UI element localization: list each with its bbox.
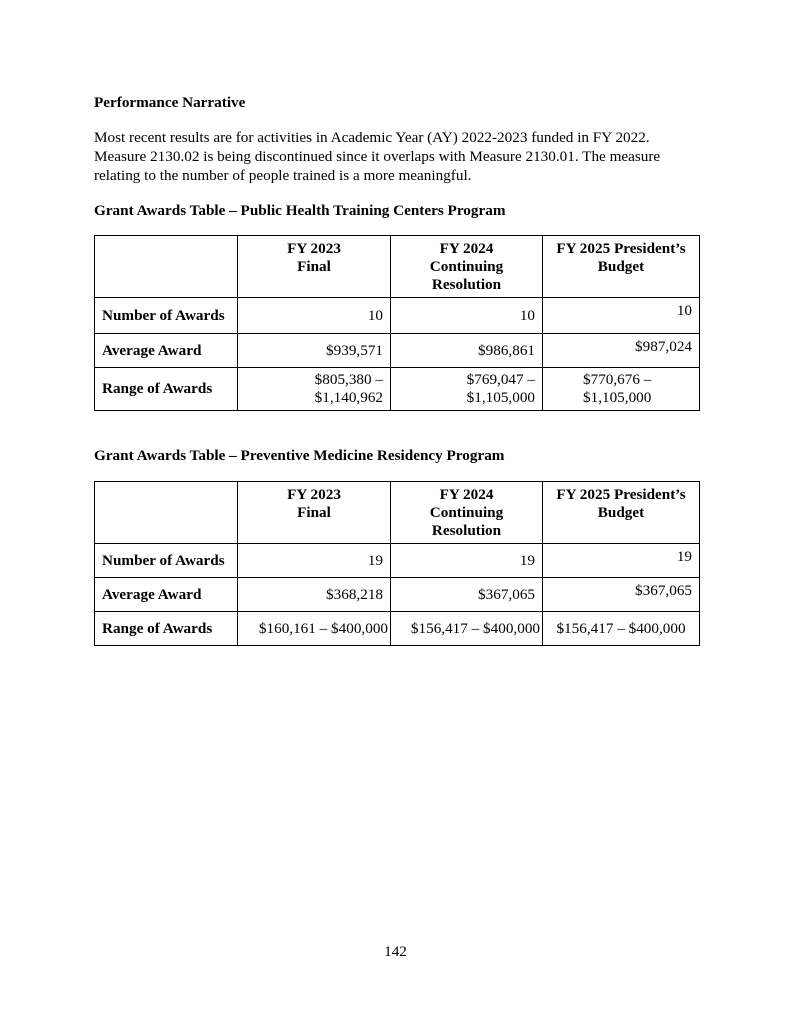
row-label: Number of Awards (95, 544, 238, 578)
row-label: Average Award (95, 578, 238, 612)
public-health-training-centers-table (94, 235, 700, 411)
column-header-fy2024 (391, 236, 543, 298)
header-line: Continuing (429, 504, 504, 521)
header-line: FY 2023 (287, 240, 341, 257)
page-number: 142 (384, 943, 407, 960)
table-row (95, 298, 700, 334)
row-label: Range of Awards (95, 612, 238, 646)
header-line: Final (297, 258, 331, 275)
row-label: Number of Awards (95, 298, 238, 334)
header-line: FY 2023 (287, 486, 341, 503)
header-line: FY 2025 President’s (556, 240, 686, 257)
table-cell (543, 368, 700, 411)
row-label: Range of Awards (95, 368, 238, 411)
table-cell: $368,218 (238, 578, 391, 612)
header-line: Continuing (429, 258, 504, 275)
table-cell: $160,161 – $400,000 (238, 612, 391, 646)
table-cell: $156,417 – $400,000 (391, 612, 543, 646)
table-cell: $986,861 (391, 334, 543, 368)
table-corner-cell (95, 236, 238, 298)
header-line: FY 2025 President’s (556, 486, 686, 503)
table-row (95, 334, 700, 368)
table-cell: 19 (238, 544, 391, 578)
cell-line: $769,047 – (466, 371, 535, 388)
column-header-fy2023 (238, 236, 391, 298)
cell-line: $1,105,000 (583, 389, 652, 406)
cell-line: $1,105,000 (466, 389, 535, 406)
preventive-medicine-residency-table (94, 481, 700, 646)
header-line: Final (297, 504, 331, 521)
table-header-row (95, 482, 700, 544)
table-cell: $156,417 – $400,000 (543, 612, 700, 646)
column-header-fy2025 (543, 236, 700, 298)
table-row (95, 578, 700, 612)
section-title: Performance Narrative (94, 94, 246, 111)
table-cell: $987,024 (543, 334, 700, 368)
table1-title: Grant Awards Table – Public Health Training Centers Program (94, 202, 506, 219)
header-line: Budget (597, 504, 645, 521)
table-cell: 10 (543, 298, 700, 334)
narrative-line: relating to the number of people trained is a more meaningful. (94, 167, 472, 184)
narrative-line: Most recent results are for activities in Academic Year (AY) 2022-2023 funded in FY 2022. (94, 129, 650, 146)
table-cell: $939,571 (238, 334, 391, 368)
cell-line: $805,380 – (314, 371, 383, 388)
column-header-fy2025 (543, 482, 700, 544)
column-header-fy2024 (391, 482, 543, 544)
cell-line: $1,140,962 (314, 389, 383, 406)
table-cell: 10 (238, 298, 391, 334)
table-cell: 19 (543, 544, 700, 578)
table-corner-cell (95, 482, 238, 544)
table-row (95, 612, 700, 646)
performance-narrative (94, 128, 704, 185)
table-header-row (95, 236, 700, 298)
table-cell: $367,065 (391, 578, 543, 612)
header-line: FY 2024 (439, 240, 494, 257)
table-cell: $367,065 (543, 578, 700, 612)
table-cell (391, 368, 543, 411)
table-cell: 10 (391, 298, 543, 334)
header-line: Resolution (431, 276, 502, 293)
header-line: FY 2024 (439, 486, 494, 503)
cell-line: $770,676 – (583, 371, 652, 388)
table-row (95, 368, 700, 411)
column-header-fy2023 (238, 482, 391, 544)
header-line: Resolution (431, 522, 502, 539)
table-row (95, 544, 700, 578)
table-cell (238, 368, 391, 411)
table2-title: Grant Awards Table – Preventive Medicine Residency Program (94, 447, 505, 464)
narrative-line: Measure 2130.02 is being discontinued since it overlaps with Measure 2130.01. The measure (94, 148, 661, 165)
header-line: Budget (597, 258, 645, 275)
row-label: Average Award (95, 334, 238, 368)
table-cell: 19 (391, 544, 543, 578)
